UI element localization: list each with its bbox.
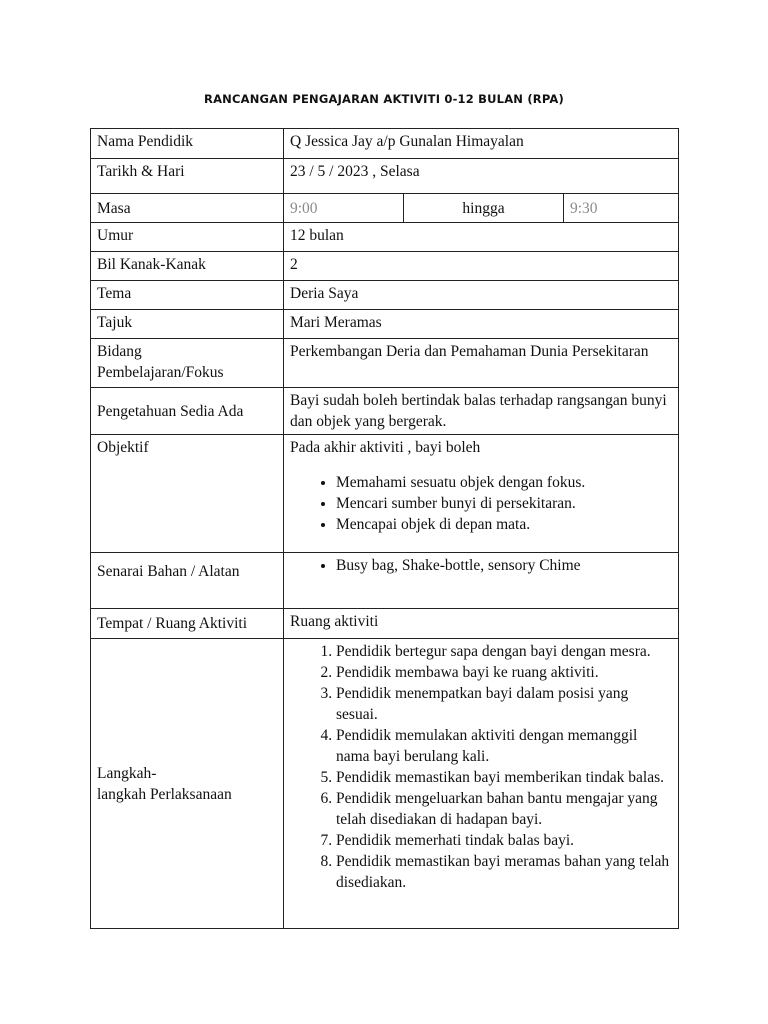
- value-masa-start: 9:00: [284, 194, 404, 223]
- value-pengetahuan: Bayi sudah boleh bertindak balas terhadap rangsangan bunyi dan objek yang bergerak.: [284, 388, 679, 435]
- langkah-step: 7. Pendidik memerhati tindak balas bayi.: [336, 830, 672, 851]
- label-nama-pendidik: Nama Pendidik: [91, 129, 284, 159]
- value-masa-separator: hingga: [404, 194, 564, 223]
- value-tarikh-hari: 23 / 5 / 2023 , Selasa: [284, 159, 679, 194]
- langkah-step: 6. Pendidik mengeluarkan bahan bantu mengajar yang telah disediakan di hadapan bayi.: [336, 788, 672, 830]
- row-bidang: [91, 339, 679, 388]
- value-bahan: [284, 553, 679, 609]
- langkah-step: 1. Pendidik bertegur sapa dengan bayi dengan mesra.: [336, 641, 672, 662]
- langkah-step: 4. Pendidik memulakan aktiviti dengan memanggil nama bayi berulang kali.: [336, 725, 672, 767]
- langkah-step: 2. Pendidik membawa bayi ke ruang aktiviti.: [336, 662, 672, 683]
- value-nama-pendidik: Q Jessica Jay a/p Gunalan Himayalan: [284, 129, 679, 159]
- label-bahan-text: Senarai Bahan / Alatan: [97, 563, 240, 580]
- label-bil-kanak: Bil Kanak-Kanak: [91, 252, 284, 281]
- row-umur: [91, 223, 679, 252]
- row-nama-pendidik: [91, 129, 679, 159]
- label-tarikh-hari: Tarikh & Hari: [91, 159, 284, 194]
- objektif-list: [290, 472, 672, 535]
- value-bil-kanak: 2: [284, 252, 679, 281]
- label-pengetahuan: Pengetahuan Sedia Ada: [91, 388, 284, 435]
- value-tajuk: Mari Meramas: [284, 310, 679, 339]
- value-tema: Deria Saya: [284, 281, 679, 310]
- value-tempat: Ruang aktiviti: [284, 609, 679, 639]
- langkah-step: 3. Pendidik menempatkan bayi dalam posisi yang sesuai.: [336, 683, 672, 725]
- objektif-item: • Memahami sesuatu objek dengan fokus.: [336, 472, 672, 493]
- label-langkah-line2: langkah Perlaksanaan: [97, 785, 232, 803]
- bahan-item: • Busy bag, Shake-bottle, sensory Chime: [336, 555, 672, 576]
- row-bahan: [91, 553, 679, 609]
- value-langkah: [284, 639, 679, 929]
- row-tempat: [91, 609, 679, 639]
- label-tema: Tema: [91, 281, 284, 310]
- label-bidang: [91, 339, 284, 388]
- row-masa: [91, 194, 679, 223]
- objektif-item: • Mencari sumber bunyi di persekitaran.: [336, 493, 672, 514]
- label-masa: Masa: [91, 194, 284, 223]
- langkah-step: 8. Pendidik memastikan bayi meramas bahan yang telah disediakan.: [336, 851, 672, 893]
- document-title: RANCANGAN PENGAJARAN AKTIVITI 0-12 BULAN (RPA): [204, 92, 564, 106]
- row-tema: [91, 281, 679, 310]
- label-bidang-line2: Pembelajaran/Fokus: [97, 364, 224, 381]
- objektif-item: • Mencapai objek di depan mata.: [336, 514, 672, 535]
- label-tempat-text: Tempat / Ruang Aktiviti: [97, 615, 248, 632]
- label-bidang-line1: Bidang: [97, 343, 142, 360]
- row-objektif: [91, 435, 679, 553]
- value-objektif: [284, 435, 679, 553]
- label-tajuk: Tajuk: [91, 310, 284, 339]
- label-objektif: Objektif: [91, 435, 284, 553]
- label-langkah-line1: Langkah-: [97, 764, 157, 782]
- row-langkah: [91, 639, 679, 929]
- value-bidang: Perkembangan Deria dan Pemahaman Dunia Persekitaran: [284, 339, 679, 388]
- row-tajuk: [91, 310, 679, 339]
- value-masa-end: 9:30: [564, 194, 679, 223]
- rpa-table: [90, 128, 679, 929]
- langkah-list: [290, 641, 672, 893]
- row-bil-kanak: [91, 252, 679, 281]
- objektif-intro: Pada akhir aktiviti , bayi boleh: [290, 439, 481, 456]
- label-langkah: [91, 639, 284, 929]
- label-umur: Umur: [91, 223, 284, 252]
- label-tempat: [91, 609, 284, 639]
- langkah-step: 5. Pendidik memastikan bayi memberikan tindak balas.: [336, 767, 672, 788]
- label-bahan: [91, 553, 284, 609]
- row-pengetahuan: [91, 388, 679, 435]
- value-umur: 12 bulan: [284, 223, 679, 252]
- row-tarikh-hari: [91, 159, 679, 194]
- bahan-list: [290, 555, 672, 576]
